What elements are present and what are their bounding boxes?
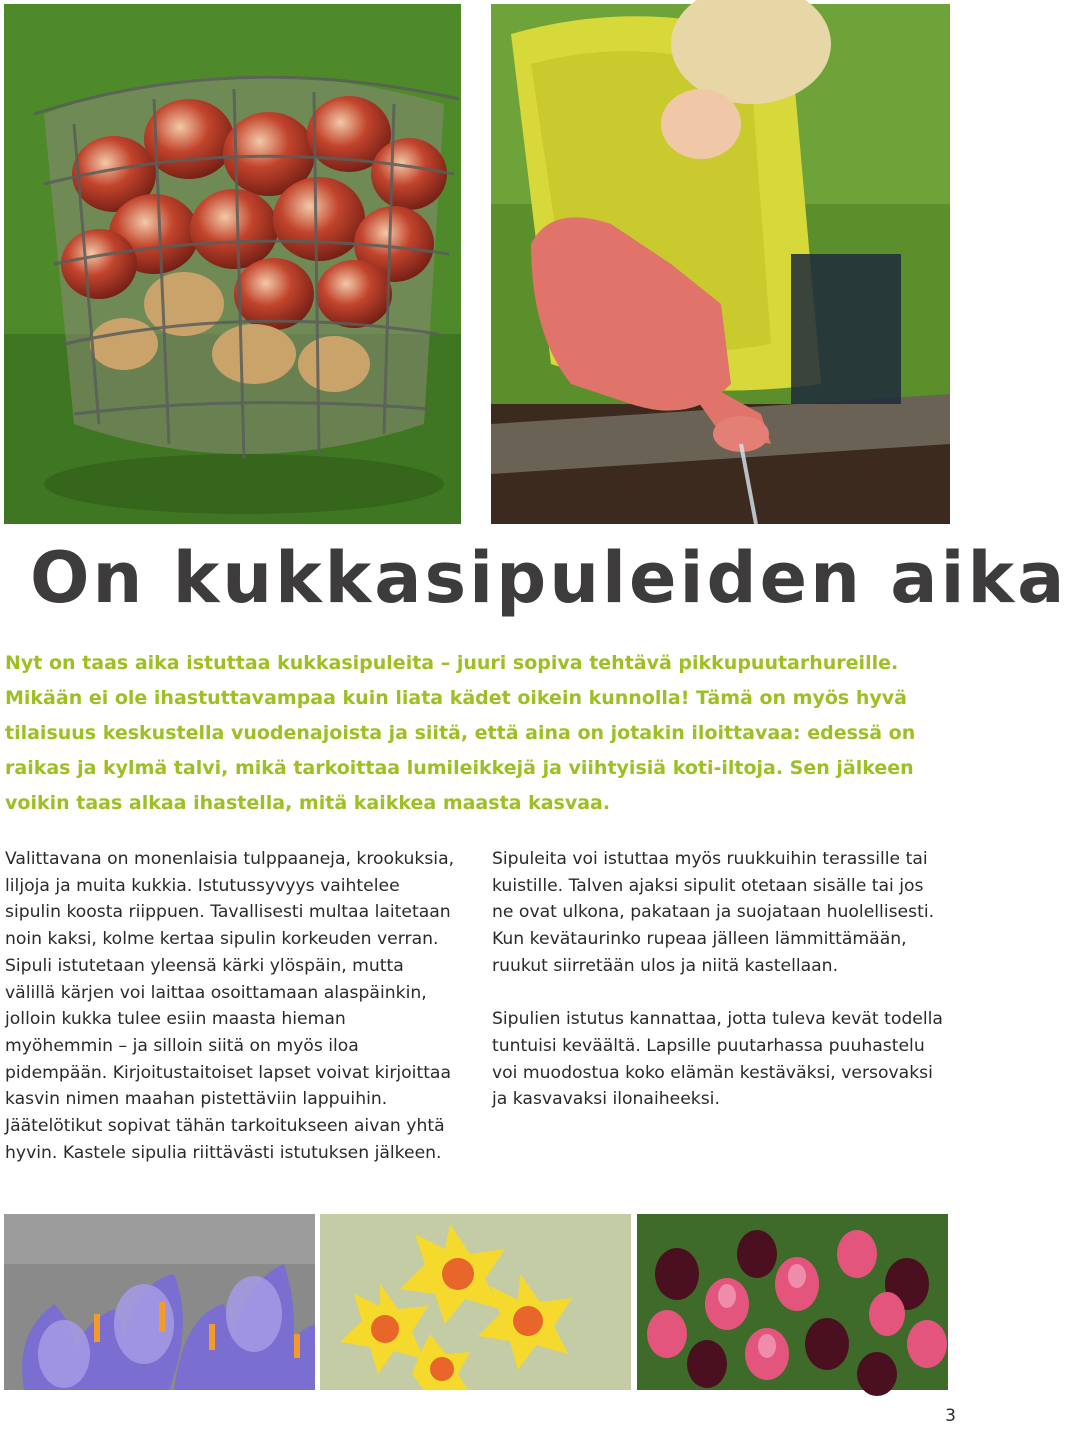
body-column-left xyxy=(5,846,457,1166)
lead-paragraph: Nyt on taas aika istuttaa kukkasipuleita – juuri sopiva tehtävä pikkupuutarhureille. Mikään ei ole ihastuttavampaa kuin liata kädet oikein kunnolla! Tämä on myös hyvä tilaisuus keskustella vuodenajoista ja siitä, että aina on jotakin iloittavaa: edessä on raikas ja kylmä talvi, mikä tarkoittaa lumileikkejä ja viihtyisiä koti-iltoja. Sen jälkeen voikin taas alkaa ihastella, mitä kaikkea maasta kasvaa. xyxy=(5,652,916,814)
body-paragraph: Sipulien istutus kannattaa, jotta tuleva kevät todella tuntuisi keväältä. Lapsille puutarhassa puuhastelu voi muodostua koko elämän kestäväksi, versovaksi ja kasvavaksi ilonaiheeksi. xyxy=(492,1009,943,1110)
photo-tulips xyxy=(637,1214,948,1390)
page-title: On kukkasipuleiden aika xyxy=(30,537,1067,619)
body-column-right xyxy=(492,846,944,1113)
body-paragraph: Sipuleita voi istuttaa myös ruukkuihin terassille tai kuistille. Talven ajaksi sipulit otetaan sisälle tai jos ne ovat ulkona, pakataan ja suojataan huolellisesti. Kun kevätaurinko rupeaa jälleen lämmittämään, ruukut siirretään ulos ja niitä kastellaan. xyxy=(492,849,935,976)
page-number: 3 xyxy=(945,1406,956,1426)
photo-bulbs-basket xyxy=(4,4,461,524)
body-paragraph: Valittavana on monenlaisia tulppaaneja, krookuksia, liljoja ja muita kukkia. Istutussyvyys vaihtelee sipulin koosta riippuen. Tavallisesti multaa laitetaan noin kaksi, kolme kertaa sipulin korkeuden verran. Sipuli istutetaan yleensä kärki ylöspäin, mutta välillä kärjen voi laittaa osoittamaan alaspäinkin, jolloin kukka tulee esiin maasta hieman myöhemmin – ja silloin siitä on myös iloa pidempään. Kirjoitustaitoiset lapset voivat kirjoittaa kasvin nimen maahan pistettäviin lappuihin. Jäätelötikut sopivat tähän tarkoitukseen aivan yhtä hyvin. Kastele sipulia riittävästi istutuksen jälkeen. xyxy=(5,849,455,1163)
photo-crocuses xyxy=(4,1214,315,1390)
photo-daffodils xyxy=(320,1214,631,1390)
photo-child-watering xyxy=(491,4,950,524)
